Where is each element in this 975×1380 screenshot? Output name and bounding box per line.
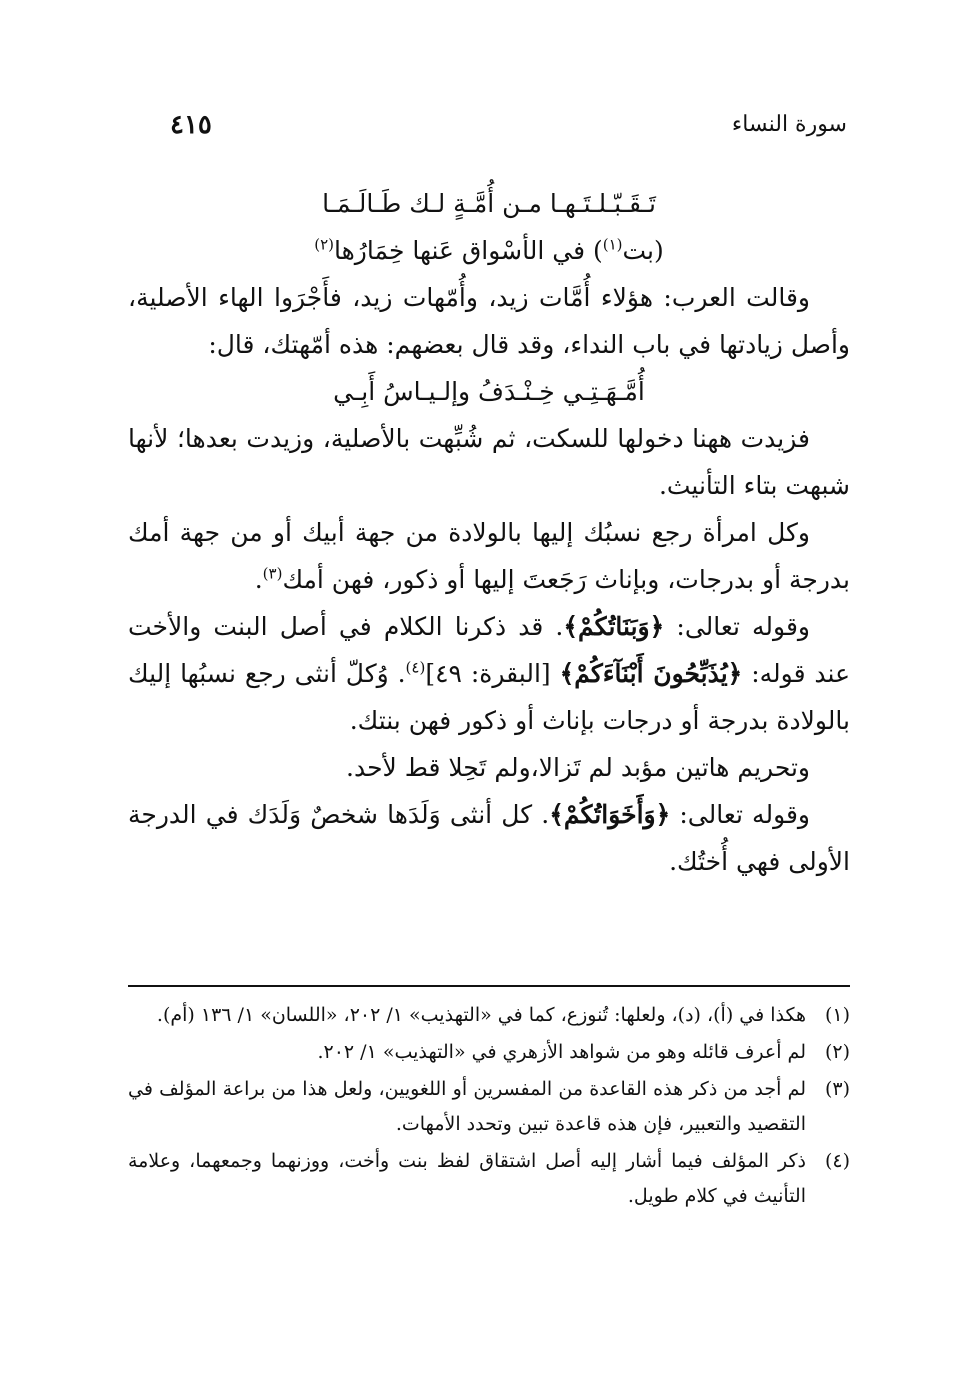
footnote-text: لم أجد من ذكر هذه القاعدة من المفسرين أو اللغويين، ولعل هذا من براعة المؤلف في التقصيد والتعبير، فإن هذه قاعدة تبين وتحدد الأمهات.	[128, 1078, 806, 1135]
quran-quote-1: ﴿وَبَنَاتُكُمْ﴾	[563, 612, 665, 641]
footnote-ref-4: (٤)	[405, 658, 426, 677]
paragraph-6-part-b: . كل أنثى وَلَدَها شخصٌ وَلَدَك في الدرجة الأولى فهي أُختُك.	[128, 800, 850, 876]
footnote-1	[128, 998, 850, 1033]
footnote-number: (٤)	[824, 1150, 850, 1172]
main-text	[128, 180, 850, 885]
footnote-text: لم أعرف قائله وهو من شواهد الأزهري في «التهذيب» ١/ ٢٠٢.	[317, 1041, 806, 1063]
footnote-ref-3: (٣)	[262, 564, 283, 583]
paragraph-4-part-b: . قد ذكرنا الكلام في أصل البنت والأخت عند قوله:	[128, 612, 851, 688]
verse-2-start: (بت	[622, 236, 664, 265]
poetry-verse-1: تَـقَـبّـلـتَـهـا مـن أُمَّـةٍ لـك طَـالَـمَـا	[322, 189, 656, 218]
paragraph-1: وقالت العرب: هؤلاء أُمَّات زيد، وأُمّهات زيد، فأَجْرَوا الهاء الأصلية، وأصل زيادتها في باب النداء، وقد قال بعضهم: هذه أمّهتك، قال:	[128, 283, 850, 359]
running-header	[0, 112, 975, 152]
quran-reference: [البقرة: ٤٩]	[425, 659, 560, 688]
footnote-2	[128, 1035, 850, 1070]
paragraph-2: فزيدت ههنا دخولها للسكت، ثم شُبِّهت بالأصلية، وزيدت بعدها؛ لأنها شبهت بتاء التأنيث.	[128, 424, 850, 500]
surah-title: سورة النساء	[731, 112, 847, 137]
footnote-text: ذكر المؤلف فيما أشار إليه أصل اشتقاق لفظ بنت وأخت، ووزنهما وجمعهما، وعلامة التأنيث في كلام طويل.	[128, 1150, 806, 1207]
quran-quote-3: ﴿وَأَخَوَاتُكُمْ﴾	[549, 800, 671, 829]
paragraph-3-end: .	[254, 565, 263, 594]
verse-2-rest: ) في الأسْواق عَنها خِمَارُها	[334, 236, 603, 265]
footnote-number: (١)	[824, 1004, 850, 1026]
paragraph-6	[128, 791, 850, 885]
paragraph-4-part-a: وقوله تعالى:	[664, 612, 810, 641]
poetry-verse-3: أُمَّـهَـتِـي خِـنْـدَفُ وإلـيـاسُ أَبِـي	[333, 377, 645, 406]
paragraph-4	[128, 603, 850, 744]
footnote-text: هكذا في (أ)، (د)، ولعلها: تُنوزع، كما في «التهذيب» ١/ ٢٠٢، «اللسان» ١/ ١٣٦ (أم).	[156, 1004, 806, 1026]
footnote-4	[128, 1144, 850, 1214]
footnote-number: (٢)	[824, 1041, 850, 1063]
footnotes	[128, 998, 850, 1216]
footnote-ref-1: (١)	[602, 235, 623, 254]
paragraph-6-part-a: وقوله تعالى:	[670, 800, 811, 829]
poetry-verse-2	[128, 227, 850, 274]
paragraph-5: وتحريم هاتين مؤبد لم تَزالا،ولم تَحِلا قط لأحد.	[346, 753, 810, 782]
footnote-divider	[128, 985, 850, 987]
quran-quote-2: ﴿يُذَبِّحُونَ أَبْنَآءَكُمْ﴾	[559, 659, 743, 688]
page-number: ٤١٥	[170, 110, 212, 140]
footnote-number: (٣)	[824, 1078, 850, 1100]
footnote-3	[128, 1072, 850, 1142]
paragraph-3	[128, 509, 850, 603]
paragraph-4-part-d: . وُكلّ أنثى رجع نسبُها إليك بالولادة بدرجة أو درجات بإناث أو ذكور فهن بنتك.	[128, 659, 850, 735]
paragraph-3-text: وكل امرأة رجع نسبُك إليها بالولادة من جهة أبيك أو من جهة أمك بدرجة أو بدرجات، وبإناث رَجَعتَ إليها أو ذكور، فهن أمك	[128, 518, 850, 594]
footnote-ref-2: (٢)	[314, 235, 334, 254]
